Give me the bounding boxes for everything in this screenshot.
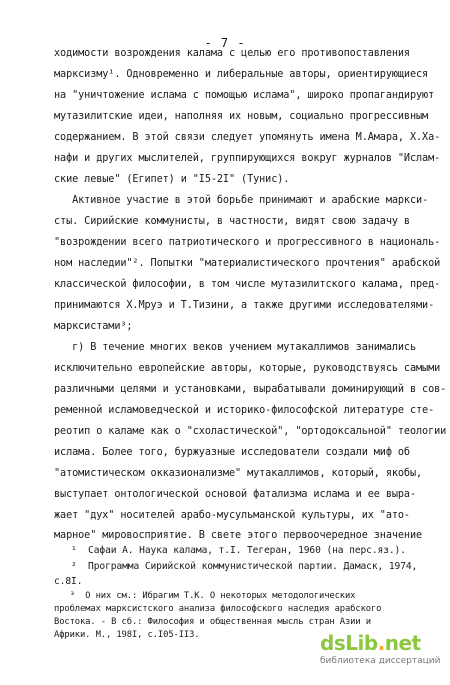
body-line: содержанием. В этой связи следует упомянуть имена М.Амара, Х.Ха- — [54, 132, 441, 143]
footnote-line: ³ О них см.: Ибрагим Т.К. О некоторых методологических — [54, 591, 356, 601]
dslib-logo — [320, 631, 421, 655]
body-line: мутазилитские идеи, наполняя их новым, социально прогрессивным — [54, 111, 429, 122]
logo-main: dsLib — [320, 631, 378, 655]
body-line: ходимости возрождения калама с целью его противопоставления — [54, 48, 410, 59]
page-number: - 7 - — [204, 36, 246, 50]
body-line: г) В течение многих веков учением мутакаллимов занимались — [54, 342, 417, 353]
body-line: ские левые" (Египет) и "I5-2I" (Тунис). — [54, 174, 290, 185]
footnote-line: Африки. М., 198I, с.I05-II3. — [54, 630, 200, 640]
dslib-watermark — [320, 631, 441, 671]
body-line: "возрождении всего патриотического и прогрессивного в националь- — [54, 237, 441, 248]
body-line: ислама. Более того, буржуазные исследователи создали миф об — [54, 447, 410, 458]
body-line: сты. Сирийские коммунисты, в частности, видят свою задачу в — [54, 216, 410, 227]
watermark-subtitle: библиотека диссертаций — [320, 656, 441, 666]
body-line: марное" мировосприятие. В свете этого первоочередное значение — [54, 530, 423, 541]
body-line: "атомистическом окказионализме" мутакаллимов, который, якобы, — [54, 468, 423, 479]
body-line: нафи и других мыслителей, группирующихся вокруг журналов "Ислам- — [54, 153, 441, 164]
footnote-line: проблемах марксистского анализа философского наследия арабского — [54, 604, 382, 614]
logo-tld: net — [384, 631, 421, 655]
body-line: классической философии, в том числе мутазилитского калама, пред- — [54, 279, 441, 290]
body-line: жает "дух" носителей арабо-мусульманской культуры, их "ато- — [54, 510, 410, 521]
body-line: выступает онтологической основой фатализма ислама и ее выра- — [54, 489, 417, 500]
body-line: на "уничтожение ислама с помощью ислама", широко пропагандируют — [54, 90, 435, 101]
body-line: реотип о каламе как о "схоластической", "ортодоксальной" теологии — [54, 426, 447, 437]
body-line: ном наследии"². Попытки "материалистического прочтения" арабской — [54, 258, 441, 269]
body-line: исключительно европейские авторы, которые, руководствуясь самыми — [54, 363, 441, 374]
body-line: марксизму¹. Одновременно и либеральные авторы, ориентирующиеся — [54, 69, 429, 80]
footnote-line: с.8I. — [54, 576, 83, 587]
footnote-line: Востока. - В сб.: Философия и общественная мысль стран Азии и — [54, 617, 371, 627]
footnote-line: ² Программа Сирийской коммунистической партии. Дамаск, 1974, — [54, 561, 418, 572]
logo-dot: . — [377, 631, 385, 655]
footnote-line: ¹ Сафаи А. Наука калама, т.I. Тегеран, 1960 (на перс.яз.). — [54, 545, 406, 556]
body-line: марксистами³; — [54, 321, 133, 332]
body-line: принимаются Х.Мруэ и Т.Тизини, а также другими исследователями- — [54, 300, 435, 311]
body-line: различными целями и установками, вырабатывали доминирующий в сов- — [54, 384, 447, 395]
body-line: ременной исламоведческой и историко-философской литературе сте- — [54, 405, 435, 416]
body-line: Активное участие в этой борьбе принимают и арабские маркси- — [54, 195, 429, 206]
